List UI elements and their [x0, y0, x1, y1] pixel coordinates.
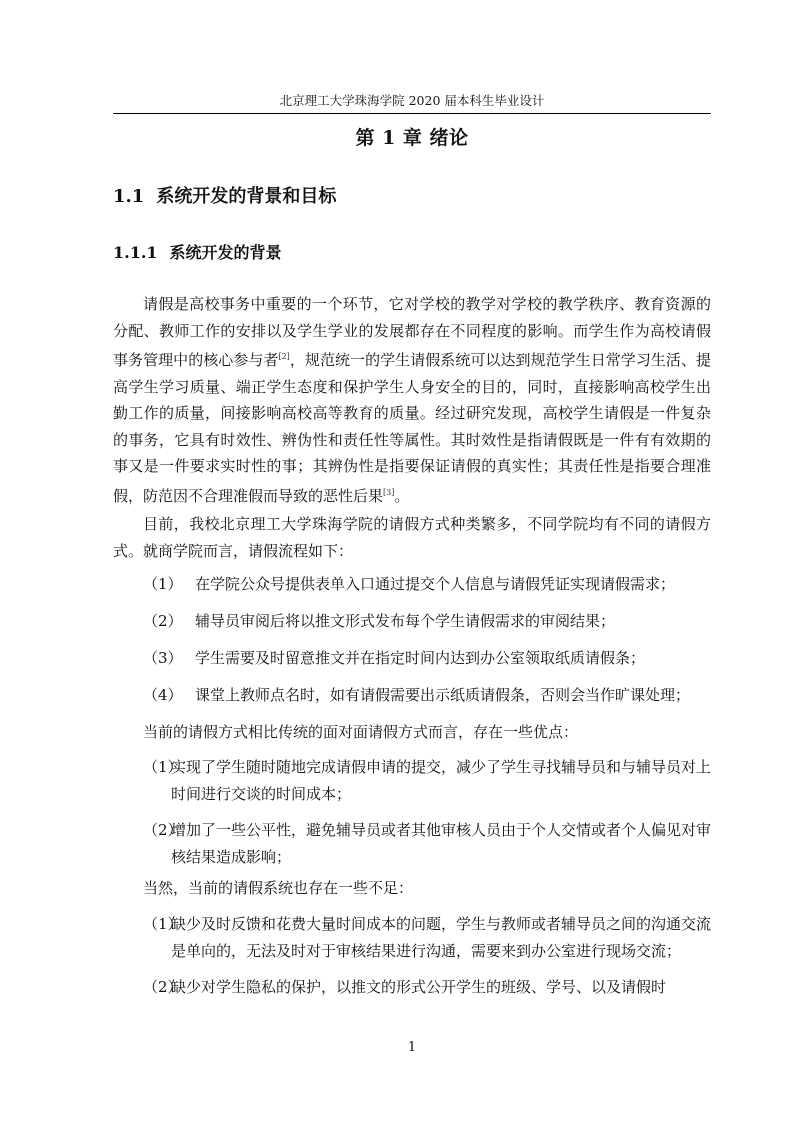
body-paragraph-1: [113, 291, 711, 509]
body-paragraph-2: 目前，我校北京理工大学珠海学院的请假方式种类繁多，不同学院均有不同的请假方式。就商学院而言，请假流程如下：: [113, 515, 711, 560]
list-item-text: 缺少对学生隐私的保护，以推文的形式公开学生的班级、学号、以及请假时: [171, 978, 667, 996]
subsection-heading: [113, 240, 282, 266]
list-item-text: 学生需要及时留意推文并在指定时间内达到办公室领取纸质请假条；: [195, 649, 646, 667]
advantages-intro: 当前的请假方式相比传统的面对面请假方式而言，存在一些优点：: [143, 723, 579, 741]
section-heading: [113, 183, 336, 211]
section-title: 系统开发的背景和目标: [156, 186, 337, 207]
list-marker: （1）: [143, 915, 183, 933]
running-header: 北京理工大学珠海学院 2020 届本科生毕业设计: [279, 93, 545, 108]
list-item: [143, 754, 711, 807]
list-item-text: 增加了一些公平性，避免辅导员或者其他审核人员由于个人交情或者个人偏见对审核结果造成影响；: [171, 821, 712, 866]
list-marker: （2）: [143, 821, 183, 839]
paragraph-1-part-b: ，规范统一的学生请假系统可以达到规范学生日常学习生活、提高学生学习质量、端正学生态度和保护学生人身安全的目的，同时，直接影响高校学生出勤工作的质量，间接影响高校高等教育的质量。经过研究发现，高校学生请假是一件复杂的事务，它具有时效性、辨伪性和责任性等属性。其时效性是指请假既是一件有有效期的事又是一件要求实时性的事；其辨伪性是指要保证请假的真实性；其责任性是指要合理准假，防范因不合理准假而导致的恶性后果: [113, 351, 711, 505]
citation-2[interactable]: [2]: [278, 352, 290, 361]
list-marker: （1）: [143, 575, 183, 593]
chapter-title: 第 1 章 绪论: [355, 127, 469, 149]
list-item-text: 缺少及时反馈和花费大量时间成本的问题，学生与教师或者辅导员之间的沟通交流是单向的，无法及时对于审核结果进行沟通，需要来到办公室进行现场交流；: [171, 915, 712, 960]
list-marker: （2）: [143, 978, 183, 996]
page-number: 1: [407, 1040, 417, 1055]
section-number: 1.1: [113, 186, 145, 207]
paragraph-1-part-c: 。: [394, 486, 410, 505]
list-item: [143, 817, 711, 870]
list-item: [143, 608, 711, 645]
header-divider: [113, 113, 711, 114]
list-marker: （2）: [143, 612, 183, 630]
disadvantages-intro: 当然，当前的请假系统也存在一些不足：: [143, 879, 414, 897]
list-item-text: 课堂上教师点名时，如有请假需要出示纸质请假条，否则会当作旷课处理；: [195, 686, 691, 704]
paragraph-1-part-a: 请假是高校事务中重要的一个环节，它对学校的教学对学校的教学秩序、教育资源的分配、教师工作的安排以及学生学业的发展都存在不同程度的影响。而学生作为高校请假事务管理中的核心参与者: [113, 295, 711, 369]
process-steps-list: [143, 571, 711, 719]
citation-3[interactable]: [3]: [383, 487, 395, 497]
subsection-title: 系统开发的背景: [169, 243, 282, 262]
list-item-text: 辅导员审阅后将以推文形式发布每个学生请假需求的审阅结果；: [195, 612, 616, 630]
list-marker: （1）: [143, 758, 183, 776]
list-marker: （4）: [143, 686, 183, 704]
list-item: [143, 974, 711, 1001]
advantages-list: [143, 754, 711, 880]
list-item: [143, 571, 711, 608]
list-marker: （3）: [143, 649, 183, 667]
subsection-number: 1.1.1: [113, 243, 158, 262]
list-item: [143, 911, 711, 964]
list-item: [143, 682, 711, 719]
list-item-text: 实现了学生随时随地完成请假申请的提交，减少了学生寻找辅导员和与辅导员对上时间进行交谈的时间成本；: [171, 758, 712, 803]
list-item: [143, 645, 711, 682]
disadvantages-list: [143, 911, 711, 1011]
list-item-text: 在学院公众号提供表单入口通过提交个人信息与请假凭证实现请假需求；: [195, 575, 676, 593]
